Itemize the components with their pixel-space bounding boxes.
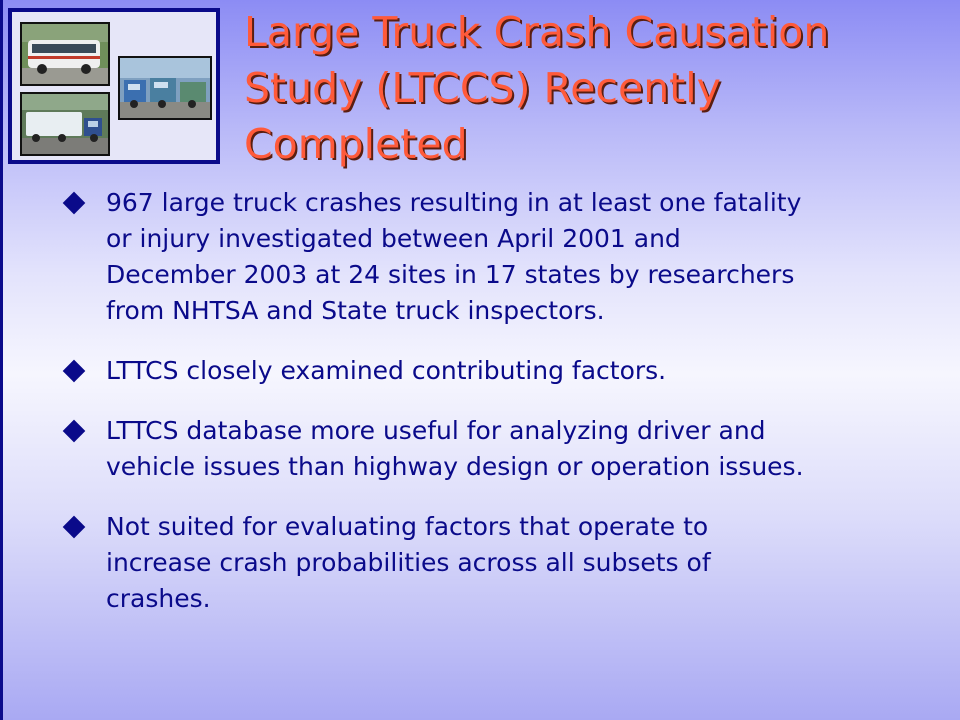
bullet-line: from NHTSA and State truck inspectors.: [106, 296, 605, 325]
diamond-bullet-icon: [63, 516, 86, 539]
bullet-item: [64, 413, 904, 485]
bullet-line: December 2003 at 24 sites in 17 states by researchers: [106, 260, 795, 289]
bullet-line: 967 large truck crashes resulting in at least one fatality: [106, 188, 802, 217]
bullet-line: LTTCS database more useful for analyzing driver and: [106, 416, 766, 445]
diamond-bullet-icon: [63, 360, 86, 383]
title-line-2: Study (LTCCS) Recently: [244, 64, 721, 112]
bullet-line: Not suited for evaluating factors that operate to: [106, 512, 709, 541]
slide-title: [244, 4, 944, 172]
bullet-item: [64, 185, 904, 329]
bullet-line: vehicle issues than highway design or operation issues.: [106, 452, 804, 481]
bullet-line: crashes.: [106, 584, 211, 613]
bus-photo: [20, 22, 110, 86]
trucks-photo: [118, 56, 212, 120]
slide-left-edge: [0, 0, 3, 720]
logo-photo-collage: [8, 8, 220, 164]
diamond-bullet-icon: [63, 192, 86, 215]
bullet-line: or injury investigated between April 2001 and: [106, 224, 681, 253]
diamond-bullet-icon: [63, 420, 86, 443]
title-line-1: Large Truck Crash Causation: [244, 8, 830, 56]
bullet-item: [64, 509, 904, 617]
tanker-truck-photo: [20, 92, 110, 156]
bullet-line: LTTCS closely examined contributing factors.: [106, 356, 667, 385]
bullet-item: [64, 353, 904, 389]
bullet-list: [64, 185, 904, 617]
title-line-3: Completed: [244, 120, 468, 168]
bullet-line: increase crash probabilities across all subsets of: [106, 548, 711, 577]
